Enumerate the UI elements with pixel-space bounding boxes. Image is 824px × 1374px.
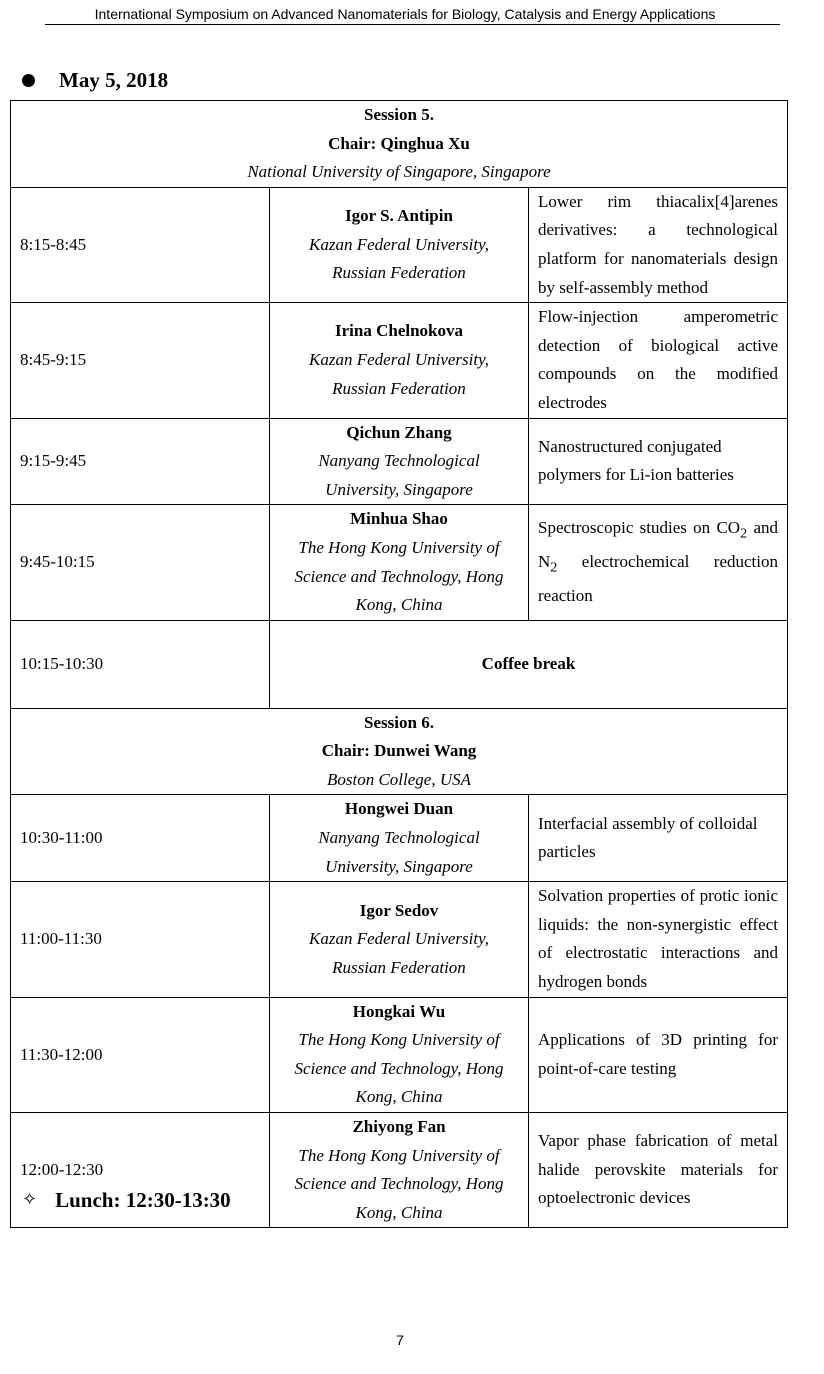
session-5-header <box>11 101 788 188</box>
speaker-name: Qichun Zhang <box>346 422 452 442</box>
lunch-heading <box>22 1186 231 1214</box>
speaker-affiliation: Nanyang Technological <box>318 451 480 471</box>
speaker-name: Igor S. Antipin <box>345 206 453 226</box>
table-row <box>11 882 788 997</box>
table-row <box>11 418 788 505</box>
talk-title: Flow-injection amperometric detection of biological active compounds on the modified electrodes <box>529 303 788 418</box>
speaker-cell <box>270 187 529 302</box>
speaker-cell <box>270 795 529 882</box>
talk-title: Solvation properties of protic ionic liquids: the non-synergistic effect of electrostatic interactions and hydrogen bonds <box>529 882 788 997</box>
speaker-name: Hongwei Duan <box>344 799 454 819</box>
running-header: International Symposium on Advanced Nanomaterials for Biology, Catalysis and Energy Applications <box>94 6 716 22</box>
speaker-affiliation: Kazan Federal University, <box>309 929 489 949</box>
talk-time: 10:30-11:00 <box>11 795 270 882</box>
header-rule <box>45 24 780 25</box>
speaker-name: Hongkai Wu <box>352 1001 446 1021</box>
table-row <box>11 505 788 620</box>
four-point-star-icon: ✧ <box>22 1189 38 1210</box>
speaker-affiliation: Science and Technology, Hong <box>294 1058 504 1078</box>
speaker-cell <box>270 1113 529 1228</box>
talk-time: 9:15-9:45 <box>11 418 270 505</box>
date-text: May 5, 2018 <box>59 68 169 92</box>
speaker-name: Irina Chelnokova <box>335 321 463 341</box>
session-6-header <box>11 708 788 795</box>
speaker-affiliation: Kazan Federal University, <box>309 234 489 254</box>
talk-title: Interfacial assembly of colloidal particles <box>529 795 788 882</box>
speaker-affiliation: Kong, China <box>355 1087 443 1107</box>
talk-time: 11:30-12:00 <box>11 997 270 1112</box>
talk-title <box>529 505 788 620</box>
talk-title: Lower rim thiacalix[4]arenes derivatives: a technological platform for nanomaterials design by self-assembly method <box>529 187 788 302</box>
speaker-affiliation: The Hong Kong University of <box>298 1145 500 1165</box>
talk-title: Vapor phase fabrication of metal halide perovskite materials for optoelectronic devices <box>529 1113 788 1228</box>
session-title: Session 5. <box>364 105 434 124</box>
coffee-break-row <box>11 620 788 708</box>
speaker-affiliation: The Hong Kong University of <box>298 537 500 557</box>
schedule-table <box>10 100 788 1228</box>
break-time: 10:15-10:30 <box>11 620 270 708</box>
speaker-affiliation: University, Singapore <box>325 479 473 499</box>
speaker-affiliation: Russian Federation <box>332 378 466 398</box>
lunch-text: Lunch: 12:30-13:30 <box>55 1188 231 1212</box>
speaker-affiliation: Kong, China <box>355 595 443 615</box>
session-chair-affiliation: Boston College, USA <box>326 769 471 789</box>
table-row <box>11 795 788 882</box>
talk-time: 8:15-8:45 <box>11 187 270 302</box>
speaker-name: Minhua Shao <box>350 509 448 529</box>
table-row <box>11 187 788 302</box>
session-chair: Chair: Qinghua Xu <box>328 133 470 153</box>
speaker-affiliation: Russian Federation <box>332 263 466 283</box>
talk-title: Applications of 3D printing for point-of-care testing <box>529 997 788 1112</box>
page-number: 7 <box>396 1332 404 1348</box>
speaker-name: Zhiyong Fan <box>352 1117 446 1136</box>
speaker-name: Igor Sedov <box>359 900 439 920</box>
talk-title-part: and N <box>538 518 778 572</box>
speaker-cell <box>270 997 529 1112</box>
speaker-affiliation: Kazan Federal University, <box>309 350 489 370</box>
speaker-affiliation: Nanyang Technological <box>318 828 480 848</box>
speaker-affiliation: Russian Federation <box>332 957 466 977</box>
speaker-cell <box>270 882 529 997</box>
talk-title: Nanostructured conjugated polymers for Li-ion batteries <box>529 418 788 505</box>
session-6-header-row <box>11 708 788 795</box>
speaker-affiliation: University, Singapore <box>325 856 473 876</box>
session-chair-affiliation: National University of Singapore, Singapore <box>247 162 551 182</box>
bullet-dot-icon <box>22 74 35 87</box>
subscript: 2 <box>740 525 748 542</box>
table-row <box>11 997 788 1112</box>
table-row <box>11 303 788 418</box>
speaker-affiliation: Science and Technology, Hong <box>294 1174 504 1194</box>
speaker-affiliation: The Hong Kong University of <box>298 1030 500 1050</box>
session-chair: Chair: Dunwei Wang <box>321 741 477 761</box>
speaker-affiliation: Science and Technology, Hong <box>294 566 504 586</box>
talk-title-part: electrochemical reduction reaction <box>538 552 778 606</box>
subscript: 2 <box>550 559 558 576</box>
date-heading <box>22 66 168 94</box>
talk-time: 11:00-11:30 <box>11 882 270 997</box>
session-5-header-row <box>11 101 788 188</box>
speaker-cell <box>270 303 529 418</box>
talk-time: 12:00-12:30 <box>11 1113 270 1228</box>
talk-title-part: Spectroscopic studies on CO <box>538 518 741 538</box>
talk-time: 9:45-10:15 <box>11 505 270 620</box>
session-title: Session 6. <box>364 712 434 732</box>
speaker-affiliation: Kong, China <box>355 1202 443 1222</box>
coffee-break-label: Coffee break <box>270 620 788 708</box>
speaker-cell <box>270 505 529 620</box>
talk-time: 8:45-9:15 <box>11 303 270 418</box>
speaker-cell <box>270 418 529 505</box>
